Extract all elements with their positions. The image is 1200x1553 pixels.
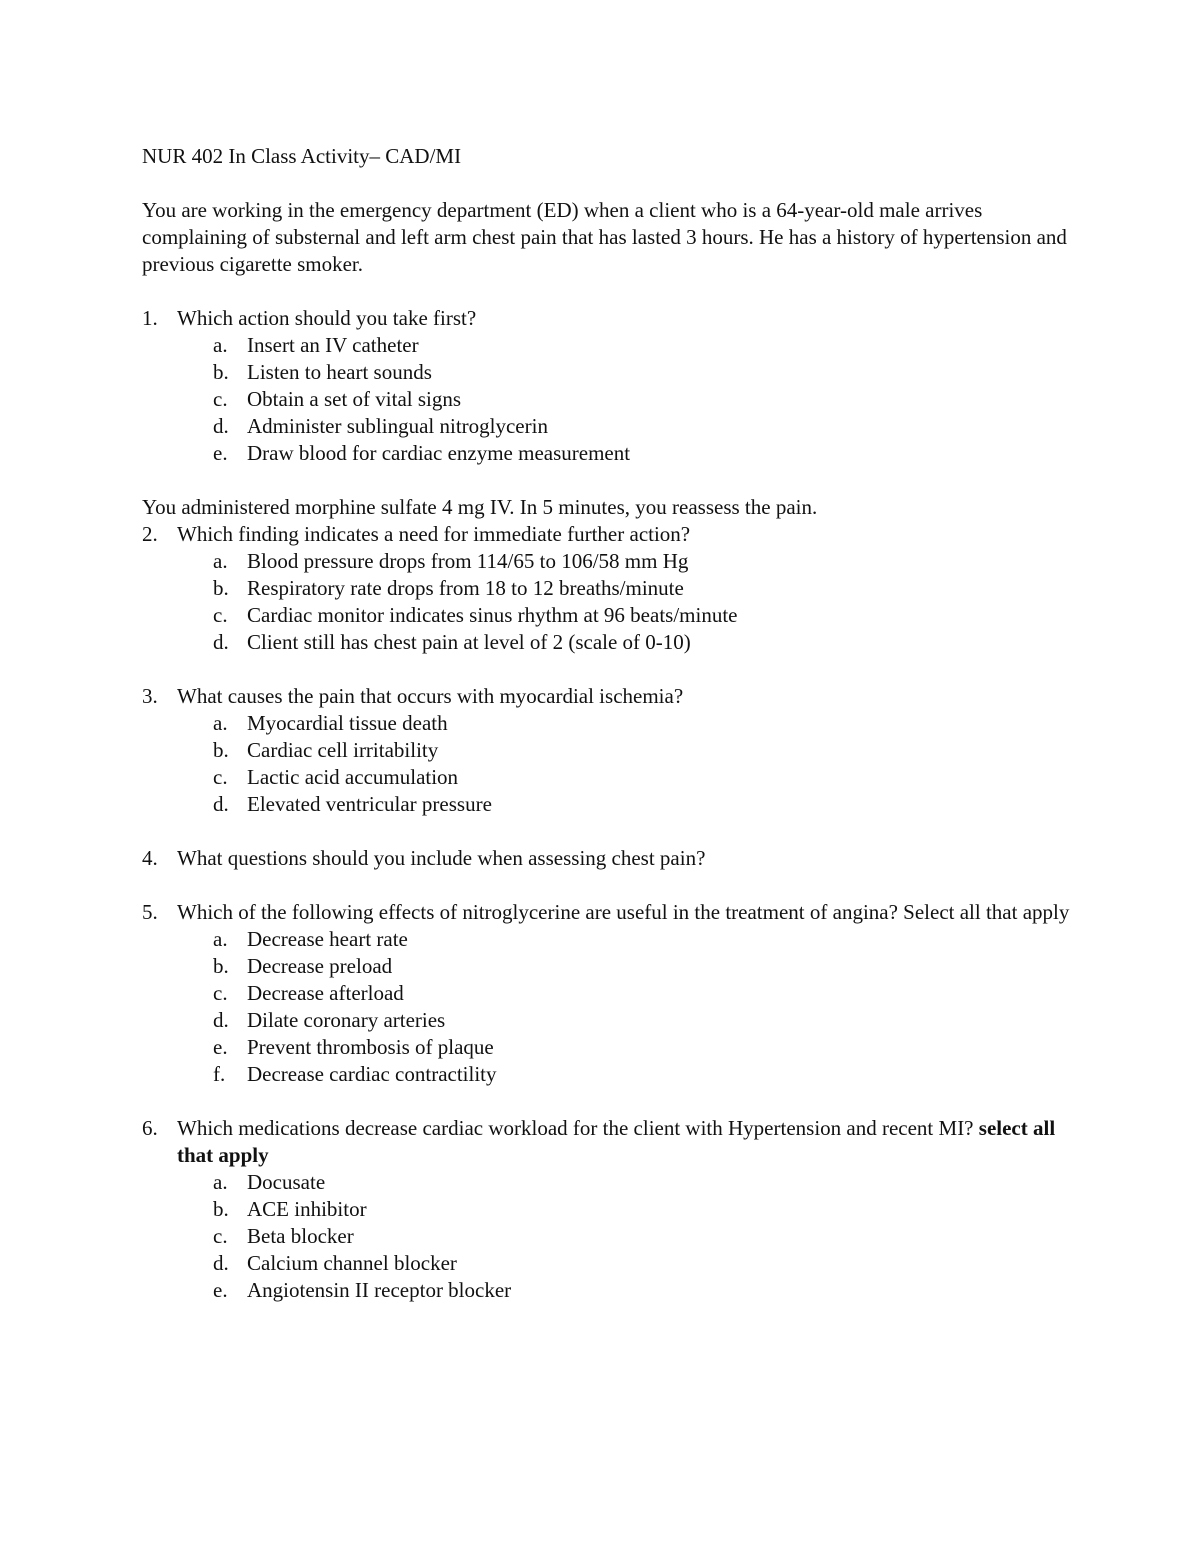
option-list bbox=[177, 548, 1072, 656]
option-list bbox=[177, 710, 1072, 818]
question-number: 2. bbox=[142, 522, 158, 546]
question-5 bbox=[142, 899, 1072, 1088]
question-number: 5. bbox=[142, 900, 158, 924]
option-text: Prevent thrombosis of plaque bbox=[247, 1035, 494, 1059]
option-letter: d. bbox=[213, 1251, 229, 1275]
option-text: Insert an IV catheter bbox=[247, 333, 419, 357]
question-text: Which action should you take first? bbox=[177, 306, 477, 330]
option-item bbox=[177, 953, 1072, 980]
option-letter: c. bbox=[213, 387, 228, 411]
question-text: What causes the pain that occurs with myocardial ischemia? bbox=[177, 684, 684, 708]
question-3 bbox=[142, 683, 1072, 818]
question-text: Which finding indicates a need for immediate further action? bbox=[177, 522, 691, 546]
option-letter: b. bbox=[213, 954, 229, 978]
select-all-emphasis: select all that apply bbox=[177, 1116, 1056, 1167]
option-text: Decrease afterload bbox=[247, 981, 404, 1005]
question-2 bbox=[142, 521, 1072, 656]
option-item bbox=[177, 413, 1072, 440]
option-letter: c. bbox=[213, 765, 228, 789]
question-number: 3. bbox=[142, 684, 158, 708]
option-item bbox=[177, 1061, 1072, 1088]
option-item bbox=[177, 1250, 1072, 1277]
option-item bbox=[177, 629, 1072, 656]
option-text: Angiotensin II receptor blocker bbox=[247, 1278, 512, 1302]
document-title: NUR 402 In Class Activity– CAD/MI bbox=[142, 144, 462, 168]
document-page bbox=[142, 143, 1072, 1304]
option-item bbox=[177, 980, 1072, 1007]
option-letter: d. bbox=[213, 630, 229, 654]
option-item bbox=[177, 332, 1072, 359]
scenario-paragraph: You are working in the emergency department (ED) when a client who is a 64-year-old male arrives complaining of substernal and left arm chest pain that has lasted 3 hours. He has a history of hypertension and previous cigarette smoker. bbox=[142, 198, 1067, 276]
option-text: Listen to heart sounds bbox=[247, 360, 432, 384]
option-item bbox=[177, 764, 1072, 791]
question-number: 1. bbox=[142, 306, 158, 330]
option-letter: e. bbox=[213, 1035, 228, 1059]
option-text: ACE inhibitor bbox=[247, 1197, 367, 1221]
interlude-paragraph: You administered morphine sulfate 4 mg IV. In 5 minutes, you reassess the pain. bbox=[142, 495, 818, 519]
option-item bbox=[177, 710, 1072, 737]
option-item bbox=[177, 359, 1072, 386]
option-list bbox=[177, 1169, 1072, 1304]
option-text: Cardiac monitor indicates sinus rhythm at 96 beats/minute bbox=[247, 603, 738, 627]
option-letter: e. bbox=[213, 441, 228, 465]
option-text: Decrease cardiac contractility bbox=[247, 1062, 497, 1086]
option-list bbox=[177, 332, 1072, 467]
question-number: 4. bbox=[142, 846, 158, 870]
option-item bbox=[177, 737, 1072, 764]
option-letter: d. bbox=[213, 414, 229, 438]
option-text: Myocardial tissue death bbox=[247, 711, 448, 735]
option-text: Beta blocker bbox=[247, 1224, 354, 1248]
option-letter: f. bbox=[213, 1062, 226, 1086]
option-item bbox=[177, 575, 1072, 602]
option-text: Administer sublingual nitroglycerin bbox=[247, 414, 548, 438]
option-letter: b. bbox=[213, 576, 229, 600]
option-letter: d. bbox=[213, 792, 229, 816]
option-letter: a. bbox=[213, 711, 228, 735]
option-text: Dilate coronary arteries bbox=[247, 1008, 446, 1032]
option-letter: b. bbox=[213, 360, 229, 384]
option-item bbox=[177, 1223, 1072, 1250]
option-letter: a. bbox=[213, 927, 228, 951]
option-text: Decrease heart rate bbox=[247, 927, 408, 951]
option-text: Blood pressure drops from 114/65 to 106/58 mm Hg bbox=[247, 549, 689, 573]
option-list bbox=[177, 926, 1072, 1088]
option-text: Draw blood for cardiac enzyme measurement bbox=[247, 441, 631, 465]
option-letter: c. bbox=[213, 603, 228, 627]
option-item bbox=[177, 926, 1072, 953]
option-letter: a. bbox=[213, 549, 228, 573]
option-text: Client still has chest pain at level of 2 (scale of 0-10) bbox=[247, 630, 691, 654]
option-text: Respiratory rate drops from 18 to 12 breaths/minute bbox=[247, 576, 684, 600]
option-item bbox=[177, 386, 1072, 413]
option-text: Lactic acid accumulation bbox=[247, 765, 459, 789]
option-letter: e. bbox=[213, 1278, 228, 1302]
option-item bbox=[177, 1007, 1072, 1034]
option-item bbox=[177, 548, 1072, 575]
question-text: Which of the following effects of nitroglycerine are useful in the treatment of angina? Select all that apply bbox=[177, 900, 1070, 924]
option-letter: d. bbox=[213, 1008, 229, 1032]
option-text: Docusate bbox=[247, 1170, 326, 1194]
option-item bbox=[177, 602, 1072, 629]
option-text: Elevated ventricular pressure bbox=[247, 792, 492, 816]
option-text: Calcium channel blocker bbox=[247, 1251, 457, 1275]
option-letter: c. bbox=[213, 981, 228, 1005]
option-text: Obtain a set of vital signs bbox=[247, 387, 462, 411]
option-text: Decrease preload bbox=[247, 954, 393, 978]
question-number: 6. bbox=[142, 1116, 158, 1140]
question-1 bbox=[142, 305, 1072, 467]
option-item bbox=[177, 1196, 1072, 1223]
option-item bbox=[177, 1034, 1072, 1061]
question-text-main: Which medications decrease cardiac workload for the client with Hypertension and recent MI? bbox=[177, 1116, 974, 1140]
option-item bbox=[177, 1169, 1072, 1196]
option-item bbox=[177, 791, 1072, 818]
option-letter: a. bbox=[213, 1170, 228, 1194]
question-text bbox=[177, 1115, 1072, 1169]
option-text: Cardiac cell irritability bbox=[247, 738, 439, 762]
option-letter: a. bbox=[213, 333, 228, 357]
question-text: What questions should you include when assessing chest pain? bbox=[177, 846, 706, 870]
question-6 bbox=[142, 1115, 1072, 1304]
option-letter: c. bbox=[213, 1224, 228, 1248]
option-letter: b. bbox=[213, 738, 229, 762]
option-item bbox=[177, 440, 1072, 467]
option-item bbox=[177, 1277, 1072, 1304]
option-letter: b. bbox=[213, 1197, 229, 1221]
question-4 bbox=[142, 845, 1072, 872]
